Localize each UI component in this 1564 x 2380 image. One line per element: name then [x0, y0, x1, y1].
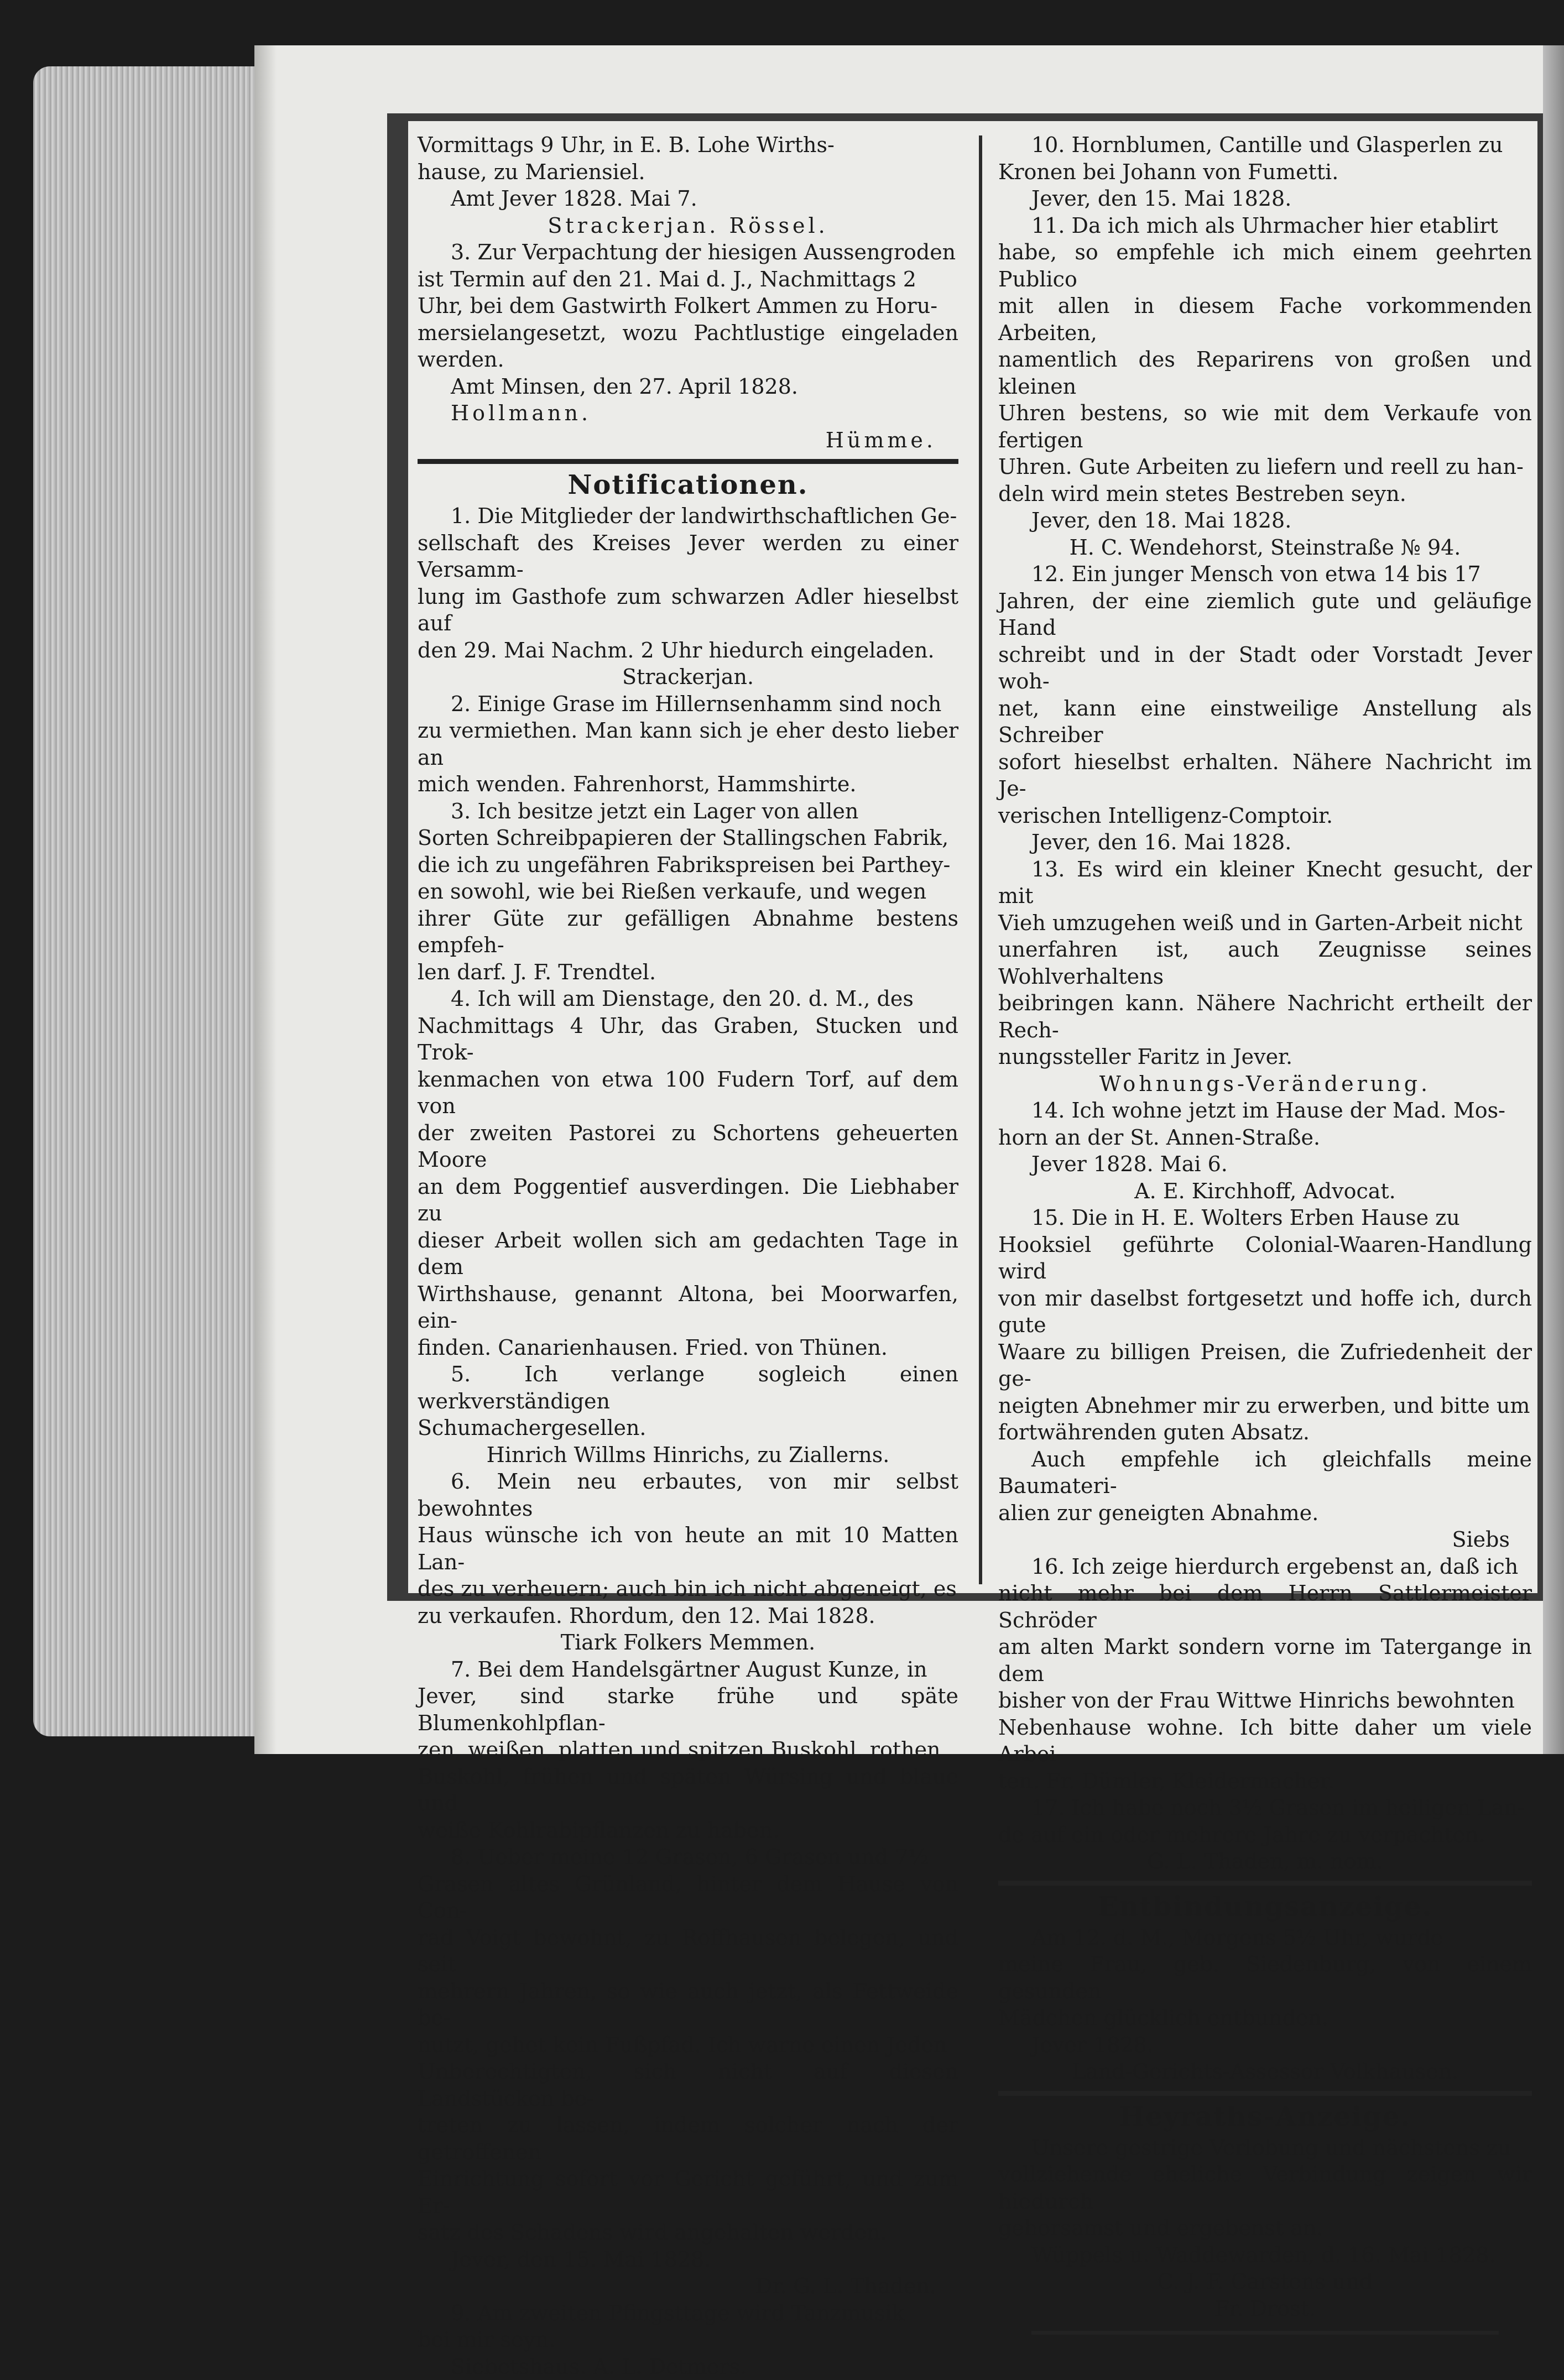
text-line: Hooksiel geführte Colonial-Waaren-Handlung wird: [998, 1231, 1532, 1285]
text-line: treten zu lassen, indem solcher nach der getroffenen: [418, 2112, 958, 2165]
text-line: Jever, den 15. Mai 1828.: [998, 185, 1532, 212]
text-line: beibringen kann. Nähere Nachricht ertheilt der Rech-: [998, 990, 1532, 1043]
text-line: habe, so empfehle ich mich einem geehrten Publico: [998, 239, 1532, 293]
text-line: kenmachen von etwa 100 Fudern Torf, auf dem von: [418, 1066, 958, 1120]
text-line: Unberechtigten, sich nicht auf diesen Landstücken be-: [418, 2058, 958, 2112]
section-heading: Heyraths-Anzeige.: [998, 2099, 1532, 2134]
text-line: horn an der St. Annen-Straße.: [998, 1124, 1532, 1151]
text-line: Sorten Schreibpapieren der Stallingschen Fabrik,: [418, 824, 958, 852]
right-column: [998, 132, 1532, 2342]
text-line: Strackerjan. Rössel.: [418, 212, 958, 239]
text-line: Uhr, bei dem Gastwirth Folkert Ammen zu Horu-: [418, 293, 958, 320]
text-line: 8. Ueber meine 12 Grasen, 6 Grasen und 7½: [418, 1844, 958, 1871]
text-line: Uhren. Gute Arbeiten zu liefern und reell zu han-: [998, 453, 1532, 481]
text-line: Fr. Drost.: [998, 2295, 1532, 2322]
text-line: Nachmittags 4 Uhr, das Graben, Stucken und Trok-: [418, 1012, 958, 1066]
text-line: nicht mehr bei dem Herrn Sattlermeister Schröder: [998, 1580, 1532, 1633]
text-line: mehrern Jahren, so wie auch jetzt, als Fettweide be-: [418, 1978, 958, 2032]
text-line: Tiark Folkers Memmen.: [418, 1629, 958, 1656]
text-line: zu verkaufen. Rhordum, den 12. Mai 1828.: [418, 1603, 958, 1630]
text-line: deln wird mein stetes Bestreben seyn.: [998, 481, 1532, 508]
spine-shadow: [254, 45, 277, 1754]
text-line: vollziehende eheliche Verbindung zeigen wir hiedurch: [998, 2161, 1532, 2215]
text-line: Jever 1828.: [998, 2032, 1532, 2059]
text-line: 17. Ich habe noch 3½ Grasen im heiligen Lan-: [998, 1794, 1532, 1821]
text-line: bisher von der Frau Wittwe Hinrichs bewohnten: [998, 1687, 1532, 1714]
text-line: gehorsamst und ergebenst an.: [998, 2215, 1532, 2242]
text-line: Uhren bestens, so wie mit dem Verkaufe von fertigen: [998, 400, 1532, 453]
text-line: C. J. F. Carstens und: [998, 2268, 1532, 2295]
text-line: Jever 1828. Mai 6.: [998, 1151, 1532, 1178]
text-line: net, kann eine einstweilige Anstellung als Schreiber: [998, 695, 1532, 749]
text-line: Jever, den 18. Mai 1828.: [998, 507, 1532, 534]
text-line: 12. Ein junger Mensch von etwa 14 bis 17: [998, 561, 1532, 588]
text-line: 3. Zur Verpachtung der hiesigen Aussengroden: [418, 239, 958, 266]
text-line: namentlich des Reparirens von großen und kleinen: [998, 346, 1532, 400]
text-line: mich wenden. Fahrenhorst, Hammshirte.: [418, 771, 958, 798]
section-rule: [418, 459, 958, 464]
text-line: Buskohl, frühen und späten Würsing und blaue und: [418, 1763, 958, 1817]
text-line: nutzt, gehet kein Fußpfad. Ich warne einen Jeden: [418, 2032, 958, 2059]
text-line: Haus wünsche ich von heute an mit 10 Matten Lan-: [418, 1522, 958, 1575]
text-line: fortwährenden guten Absatz.: [998, 1419, 1532, 1446]
text-line: Auch empfehle ich gleichfalls meine Baumateri-: [998, 1446, 1532, 1500]
text-line: 9. Am zweiten Pfingsttage wird Tanzmusik: [418, 2300, 958, 2327]
text-line: Vieh umzugehen weiß und in Garten-Arbeit nicht: [998, 910, 1532, 937]
text-line: Wirthshause, genannt Altona, bei Moorwarfen, ein-: [418, 1281, 958, 1334]
text-line: Wohnungs-Veränderung.: [998, 1071, 1532, 1098]
text-line: 14. Ich wohne jetzt im Hause der Mad. Mos-: [998, 1097, 1532, 1124]
text-line: an dem Poggentief ausverdingen. Die Liebhaber zu: [418, 1173, 958, 1227]
text-line: zen, weißen, platten und spitzen Buskohl, rothen: [418, 1736, 958, 1763]
text-line: sofort hieselbst erhalten. Nähere Nachricht im Je-: [998, 749, 1532, 802]
section-heading: Entbindungsanzeige.: [998, 1889, 1532, 1924]
text-line: 11. Da ich mich als Uhrmacher hier etablirt: [998, 212, 1532, 239]
text-line: G. L. Thaden, m. nom.: [998, 1848, 1532, 1875]
text-line: 7. Bei dem Handelsgärtner August Kunze, in: [418, 1656, 958, 1683]
text-line: Siebs: [998, 1526, 1532, 1553]
text-line: ist Termin auf den 21. Mai d. J., Nachmittags 2: [418, 266, 958, 293]
text-line: 3. Ich besitze jetzt ein Lager von allen: [418, 798, 958, 825]
section-heading: Notificationen.: [418, 467, 958, 503]
text-line: rad Voigt bewohnt, zu Roffhausen belegen, und seit: [418, 1924, 958, 1978]
text-line: weiße Kohlrabipflanzen zu haben.: [418, 1817, 958, 1844]
text-line: 5. Ich verlange sogleich einen werkverständigen: [418, 1361, 958, 1415]
text-line: bei mir seyn.: [418, 2326, 958, 2353]
text-line: ten. Fr. Dümler, Kleidermacher.: [998, 1768, 1532, 1795]
left-column: [418, 132, 958, 2380]
text-line: meine Frau, geb. Siedenburg, von einem gesunden: [998, 1951, 1532, 2005]
text-line: nungssteller Faritz in Jever.: [998, 1043, 1532, 1071]
text-line: Wüppels u. Waddewarden, d. 16. Mai 1828.: [998, 2242, 1532, 2269]
text-line: Jever, den 16. Mai 1828.: [998, 829, 1532, 856]
text-line: H. C. Wendehorst, Steinstraße № 94.: [998, 534, 1532, 561]
text-line: mit allen in diesem Fache vorkommenden Arbeiten,: [998, 293, 1532, 346]
text-line: Siebetshaus. A. L. Detmers.: [418, 2353, 958, 2380]
text-line: Grasen altes Grünland, hinter dem Hause von Con-: [418, 1871, 958, 1924]
text-line: ihrer Güte zur gefälligen Abnahme bestens empfeh-: [418, 905, 958, 959]
text-line: Hümme.: [418, 427, 958, 454]
text-line: unerfahren ist, auch Zeugnisse seines Wohlverhaltens: [998, 936, 1532, 990]
text-line: mersielangesetzt, wozu Pachtlustige eingeladen werden.: [418, 320, 958, 373]
text-line: am alten Markt sondern vorne im Tatergange in dem: [998, 1633, 1532, 1687]
text-line: des zu verheuern; auch bin ich nicht abgeneigt, es: [418, 1575, 958, 1603]
text-line: Jever, den 15. Mai 1828.: [418, 2246, 958, 2273]
book-page-edges: [33, 66, 254, 1736]
text-line: lung im Gasthofe zum schwarzen Adler hieselbst auf: [418, 583, 958, 637]
text-line: finden. Canarienhausen. Fried. von Thünen.: [418, 1334, 958, 1361]
text-line: Hinrich Willms Hinrichs, zu Ziallerns.: [418, 1442, 958, 1469]
text-line: Kronen bei Johann von Fumetti.: [998, 159, 1532, 186]
text-line: den 29. Mai Nachm. 2 Uhr hiedurch eingeladen.: [418, 637, 958, 664]
text-line: en sowohl, wie bei Rießen verkaufe, und wegen: [418, 878, 958, 905]
text-line: Unsere gestrige Verlobung und nächstens zu: [998, 2134, 1532, 2162]
text-line: Einrichtung sofort vor Gericht geführt, und zum Er-: [418, 2165, 958, 2219]
text-line: von mir daselbst fortgesetzt und hoffe ich, durch gute: [998, 1285, 1532, 1339]
text-line: zu vermiethen. Man kann sich je eher desto lieber an: [418, 717, 958, 771]
text-line: de auf ein oder mehrere Jahre zu verpachten.: [998, 1821, 1532, 1849]
text-line: die ich zu ungefähren Fabrikspreisen bei Parthey-: [418, 852, 958, 879]
text-line: 16. Ich zeige hierdurch ergebenst an, daß ich: [998, 1553, 1532, 1580]
text-line: Hollmann.: [418, 400, 958, 427]
section-rule: [998, 1881, 1532, 1886]
text-line: Amt Jever 1828. Mai 7.: [418, 185, 958, 212]
text-line: dieser Arbeit wollen sich am gedachten Tage in dem: [418, 1227, 958, 1281]
text-line: der zweiten Pastorei zu Schortens geheuerten Moore: [418, 1120, 958, 1173]
text-line: Jahren, der eine ziemlich gute und geläufige Hand: [998, 588, 1532, 641]
text-line: 4. Ich will am Dienstage, den 20. d. M., des: [418, 985, 958, 1012]
section-rule: [1031, 2331, 1499, 2335]
text-line: Mädchen glücklich entbunden.: [998, 2005, 1532, 2032]
text-line: 2. Einige Grase im Hillernsenhamm sind noch: [418, 691, 958, 718]
text-line: Jever, sind starke frühe und späte Blumenkohlpflan-: [418, 1683, 958, 1736]
text-line: Waare zu billigen Preisen, die Zufriedenheit der ge-: [998, 1339, 1532, 1392]
text-line: Am 12. d. M., Morgens 5½ Uhr, wurde: [998, 1924, 1532, 1951]
text-line: Dr. G. L. Thaden.: [418, 2273, 958, 2300]
right-page-edge: [1543, 45, 1564, 1754]
text-line: Vormittags 9 Uhr, in E. B. Lohe Wirths-: [418, 132, 958, 159]
text-line: schreibt und in der Stadt oder Vorstadt Jever woh-: [998, 641, 1532, 695]
text-line: Strackerjan.: [418, 664, 958, 691]
column-divider: [979, 135, 982, 1584]
text-line: neigten Abnehmer mir zu erwerben, und bitte um: [998, 1392, 1532, 1419]
text-line: Land-Gerichts-Assessor Volkhausen.: [998, 2058, 1532, 2085]
text-line: verischen Intelligenz-Comptoir.: [998, 802, 1532, 829]
text-line: hause, zu Mariensiel.: [418, 159, 958, 186]
text-line: Schumachergesellen.: [418, 1415, 958, 1442]
text-line: len darf. J. F. Trendtel.: [418, 959, 958, 986]
text-line: 6. Mein neu erbautes, von mir selbst bewohntes: [418, 1468, 958, 1522]
text-line: 13. Es wird ein kleiner Knecht gesucht, der mit: [998, 856, 1532, 910]
text-line: sellschaft des Kreises Jever werden zu einer Versamm-: [418, 530, 958, 583]
text-line: 10. Hornblumen, Cantille und Glasperlen zu: [998, 132, 1532, 159]
text-line: Amt Minsen, den 27. April 1828.: [418, 373, 958, 400]
text-line: A. E. Kirchhoff, Advocat.: [998, 1178, 1532, 1205]
text-line: alien zur geneigten Abnahme.: [998, 1500, 1532, 1527]
section-rule: [998, 2091, 1532, 2096]
text-line: 15. Die in H. E. Wolters Erben Hause zu: [998, 1204, 1532, 1231]
text-line: Nebenhause wohne. Ich bitte daher um viele Arbei-: [998, 1714, 1532, 1768]
text-line: 1. Die Mitglieder der landwirthschaftlichen Ge-: [418, 503, 958, 530]
text-line: satz des Schadens wird angehalten werden.: [418, 2219, 958, 2246]
